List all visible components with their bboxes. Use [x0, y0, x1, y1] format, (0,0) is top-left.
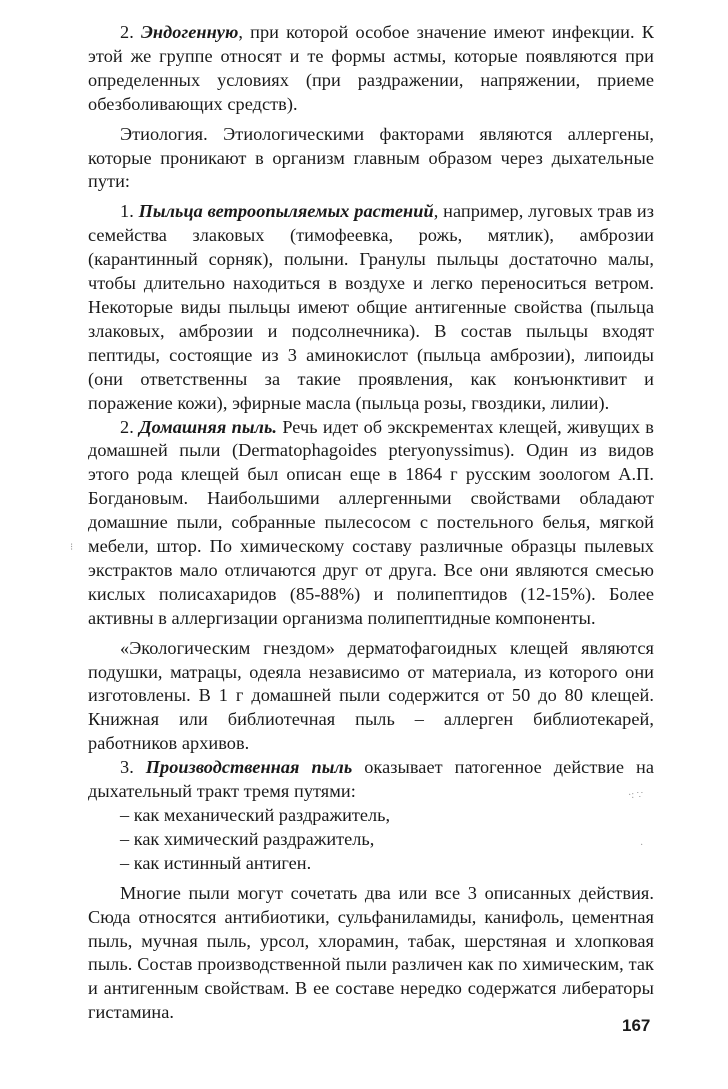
paragraph-ecological-nest: «Экологическим гнездом» дерматофагоидных клещей являются подушки, матрацы, одеяла независимо от материала, из которого они изготовлены. В 1 г домашней пыли содержится от 50 до 80 клещей. Книжная или библиотечная пыль – аллерген библиотекарей, работников архивов. [88, 637, 654, 754]
scan-speck: ·: ∵ [628, 790, 643, 801]
term-industrial-dust: Производственная пыль [145, 757, 353, 778]
paragraph-pollen: 1. Пыльца ветроопыляемых растений, например, луговых трав из семейства злаковых (тимофеевка, рожь, мятлик), амброзии (карантинный сорняк), полыни. Гранулы пыльцы достаточно малы, чтобы длительно находиться в воздухе и легко переноситься ветром. Некоторые виды пыльцы имеют общие антигенные свойства (пыльца злаковых, амброзии и подсолнечника). В состав пыльцы входят пептиды, состоящие из 3 аминокислот (пыльца амброзии), липоиды (они ответственны за такие проявления, как конъюнктивит и поражение кожи), эфирные масла (пыльца розы, гвоздики, лилии). [88, 201, 654, 413]
page-body [88, 21, 654, 1025]
paragraph-industrial-dust: 3. Производственная пыль оказывает патогенное действие на дыхательный тракт тремя путями: [88, 757, 654, 802]
scan-speck: · [640, 840, 644, 851]
paragraph-etiology: Этиология. Этиологическими факторами являются аллергены, которые проникают в организм главным образом через дыхательные пути: [88, 123, 654, 192]
term-pollen: Пыльца ветроопыляемых растений [138, 201, 434, 222]
list-item: – как химический раздражитель, [120, 828, 375, 849]
paragraph-endogenous: 2. Эндогенную, при которой особое значение имеют инфекции. К этой же группе относят и те формы астмы, которые появляются при определенных условиях (при раздражении, напряжении, приеме обезболивающих средств). [88, 22, 654, 114]
term-endogenous: Эндогенную [140, 22, 239, 42]
list-item: – как истинный антиген. [120, 852, 312, 873]
list-item: – как механический раздражитель, [120, 805, 391, 825]
paragraph-house-dust: 2. Домашняя пыль. Речь идет об экскрементах клещей, живущих в домашней пыли (Dermatophagoides pteryonyssimus). Один из видов этого рода клещей был описан еще в 1864 г русским зоологом А.П. Богдановым. Наибольшими аллергенными свойствами обладают домашние пыли, собранные пылесосом с постельного белья, мягкой мебели, штор. По химическому составу различные образцы пылевых экстрактов мало отличаются друг от друга. Все они являются смесью кислых полисахаридов (85-88%) и полипептидов (12-15%). Более активны в аллергизации организма полипептидные компоненты. [88, 416, 654, 628]
scan-speck: ⁝ [70, 542, 74, 553]
term-house-dust: Домашняя пыль. [139, 416, 278, 437]
paragraph-final: Многие пыли могут сочетать два или все 3 описанных действия. Сюда относятся антибиотики, сульфаниламиды, канифоль, цементная пыль, мучная пыль, урсол, хлорамин, табак, шерстяная и хлопковая пыль. Состав производственной пыли различен как по химическим, так и антигенным свойствам. В ее составе нередко содержатся либераторы гистамина. [88, 882, 654, 1023]
page-number: 167 [622, 1016, 651, 1035]
